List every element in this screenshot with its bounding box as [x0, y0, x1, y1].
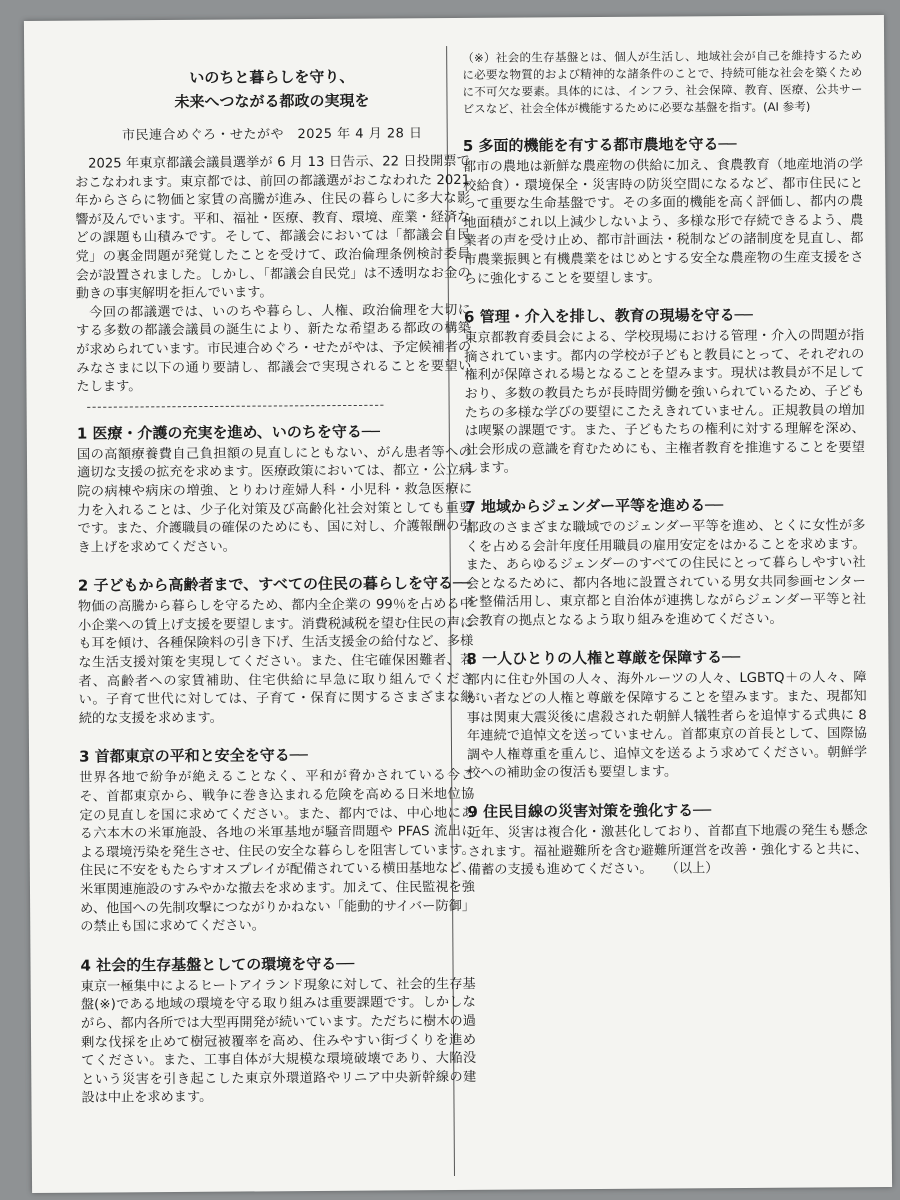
section-body: 東京都教育委員会による、学校現場における管理・介入の問題が指摘されています。都内の学校が子どもと教員にとって、それぞれの権利が保障される場となることを望みます。現状は教員が不足しており、多数の教員たちが長時間労働を強いられているため、子どもたちの多様な学びの要望にこたえきれていません。正規教員の増加は喫緊の課題です。また、子どもたちの権利に対する理解を深め、社会形成の意識を育むためにも、主権者教育を推進することを要望します。	[464, 328, 865, 477]
section-body: 物価の高騰から暮らしを守るため、都内全企業の 99％を占める中小企業への賃上げ支援を要望します。消費税減税を望む住民の声にも耳を傾け、各種保険料の引き下げ、生活支援金の給付など、多様な生活支援対策を実現してください。また、住宅確保困難者、若者、高齢者への家賃補助、住宅供給に早急に取り組んでください。子育て世代に対しては、子育て・保育に関するさまざまな継続的な支援を求めます。	[77, 597, 474, 727]
section-body: 都内に住む外国の人々、海外ルーツの人々、LGBTQ＋の人々、障がい者などの人権と尊厳を保障することを望みます。また、現都知事は関東大震災後に虐殺された朝鮮人犠牲者らを追悼する式典に 8 年連続で追悼文を送っていません。首都東京の首長として、国際協調や人権尊重を重んじ、追悼文を送るよう求めてください。朝鮮学校への補助金の復活も要望します。	[466, 670, 868, 782]
section-heading: 9 住民目線の災害対策を強化する──	[467, 801, 712, 821]
title-line-2: 未来へつながる都政の実現を	[174, 91, 370, 111]
section-heading: 2 子どもから高齢者まで、すべての住民の暮らしを守る──	[77, 574, 472, 595]
section-divider: --------------------------------------------------------	[86, 397, 386, 414]
section-heading: 7 地域からジェンダー平等を進める──	[465, 496, 724, 516]
section-2	[78, 573, 474, 729]
intro-paragraph-2: 今回の都議選では、いのちや暮らし、人権、政治倫理を大切にする多数の都議会議員の誕生により、新たな希望ある都政の構築が求められています。市民連合めぐろ・せたがやは、予定候補者のみなさまに以下の通り要請し、都議会で実現されることを要望いたします。	[76, 302, 472, 395]
section-heading: 4 社会的生存基盤としての環境を守る──	[80, 954, 355, 975]
byline: 市民連合めぐろ・せたがや 2025 年 4 月 28 日	[121, 126, 423, 144]
section-5	[463, 133, 864, 289]
section-body: 東京一極集中によるヒートアイランド現象に対して、社会的生存基盤(※)である地域の環境を守る取り組みは重要課題です。しかしながら、都内各所では大型再開発が続いています。ただちに樹木の過剰な伐採を止めて樹冠被覆率を高め、住みやすい街づくりを進めてください。また、工事自体が大規模な環境破壊であり、大陥没という災害を引き起こした東京外環道路やリニア中央新幹線の建設は中止を求めます。	[80, 976, 477, 1106]
section-body: 国の高額療養費自己負担額の見直しにともない、がん患者等への適切な支援の拡充を求めます。医療政策においては、都立・公立病院の病棟や病床の増強、とりわけ産婦人科・小児科・救急医療に力を入れることは、少子化対策及び高齢化社会対策としても重要です。また、介護職員の確保のためにも、国に対し、介護報酬の引き上げを求めてください。	[76, 444, 473, 556]
section-heading: 1 医療・介護の充実を進め、いのちを守る──	[76, 422, 380, 443]
section-heading: 3 首都東京の平和と安全を守る──	[78, 746, 308, 767]
section-4	[80, 953, 476, 1109]
section-body: 都市の農地は新鮮な農産物の供給に加え、食農教育（地産地消の学校給食）・環境保全・災害時の防災空間になるなど、都市住民にとって重要な生命基盤です。その多面的機能を高く評価し、都内の農地面積がこれ以上減少しないよう、多様な形で存続できるよう、農業者の声を受け止め、都市計画法・税制などの諸制度を見直し、都市農業振興と有機農業をはじめとする安全な農産物の生産支援をさらに強化することを要望します。	[462, 157, 864, 287]
section-7	[465, 494, 866, 631]
section-9	[467, 799, 868, 881]
document-page	[24, 15, 892, 1193]
section-3	[79, 744, 475, 937]
section-heading: 6 管理・介入を排し、教育の現場を守る──	[463, 306, 753, 327]
section-body: 世界各地で紛争が絶えることなく、平和が脅かされている今こそ、首都東京から、戦争に巻き込まれる危険を高める日米地位協定の見直しを国に求めてください。また、都内では、中心地にある六本木の米軍施設、各地の米軍基地が騒音問題や PFAS 流出による環境汚染を発生させ、住民の安全な暮らしを阻害しています。住民に不安をもたらすオスプレイが配備されている横田基地など、米軍関連施設のすみやかな撤去を求めます。加えて、住民監視を強め、他国への先制攻撃につながりかねない「能動的サイバー防御」の禁止も国に求めてください。	[79, 768, 476, 935]
document-title	[74, 64, 469, 115]
section-1	[77, 421, 473, 558]
section-heading: 8 一人ひとりの人権と尊厳を保障する──	[466, 648, 741, 669]
left-column	[74, 50, 476, 1109]
section-heading: 5 多面的機能を有する都市農地を守る──	[462, 135, 737, 155]
section-6	[464, 304, 865, 479]
closing-mark: （以上）	[672, 861, 719, 877]
footnote-social-basis: （※）社会的生存基盤とは、個人が生活し、地域社会が自己を維持するために必要な物質的および精神的な諸条件のことで、持続可能な社会を築くために不可欠な要素。具体的には、インフラ、社会保障、教育、医療、公共サービスなど、社会全体が機能するために必要な基盤を指す。(AI 参考)	[462, 48, 863, 116]
section-body	[468, 822, 868, 881]
section-body: 都政のさまざまな職域でのジェンダー平等を進め、とくに女性が多くを占める会計年度任用職員の雇用安定をはかることを求めます。また、あらゆるジェンダーのすべての住民にとって暮らしやすい社会となるために、都内各地に設置されている男女共同参画センターを整備活用し、東京都と自治体が連携しながらジェンダー平等と社会教育の拠点となるよう取り組みを進めてください。	[465, 518, 867, 629]
right-column	[462, 47, 868, 881]
section-body-text: 近年、災害は複合化・激甚化しており、首都直下地震の発生も懸念されます。福祉避難所を含む避難所運営を改善・強化すると共に、備蓄の支援も進めてください。	[467, 823, 868, 879]
title-line-1: いのちと暮らしを守り、	[189, 67, 355, 87]
intro-paragraph-1: 2025 年東京都議会議員選挙が 6 月 13 日告示、22 日投開票でおこなわれます。東京都では、前回の都議選がおこなわれた 2021 年からさらに物価と家賃の高騰が進み、住民の暮らしに多大な影響が及んでいます。平和、福祉・医療、教育、環境、産業・経済などの課題も山積みです。そして、都議会においては「都議会自民党」の裏金問題が発覚したことを受けて、政治倫理条例検討委員会が設置されました。しかし、「都議会自民党」は不透明なお金の動きの事実解明を拒んでいます。	[74, 153, 471, 302]
section-8	[466, 647, 867, 784]
